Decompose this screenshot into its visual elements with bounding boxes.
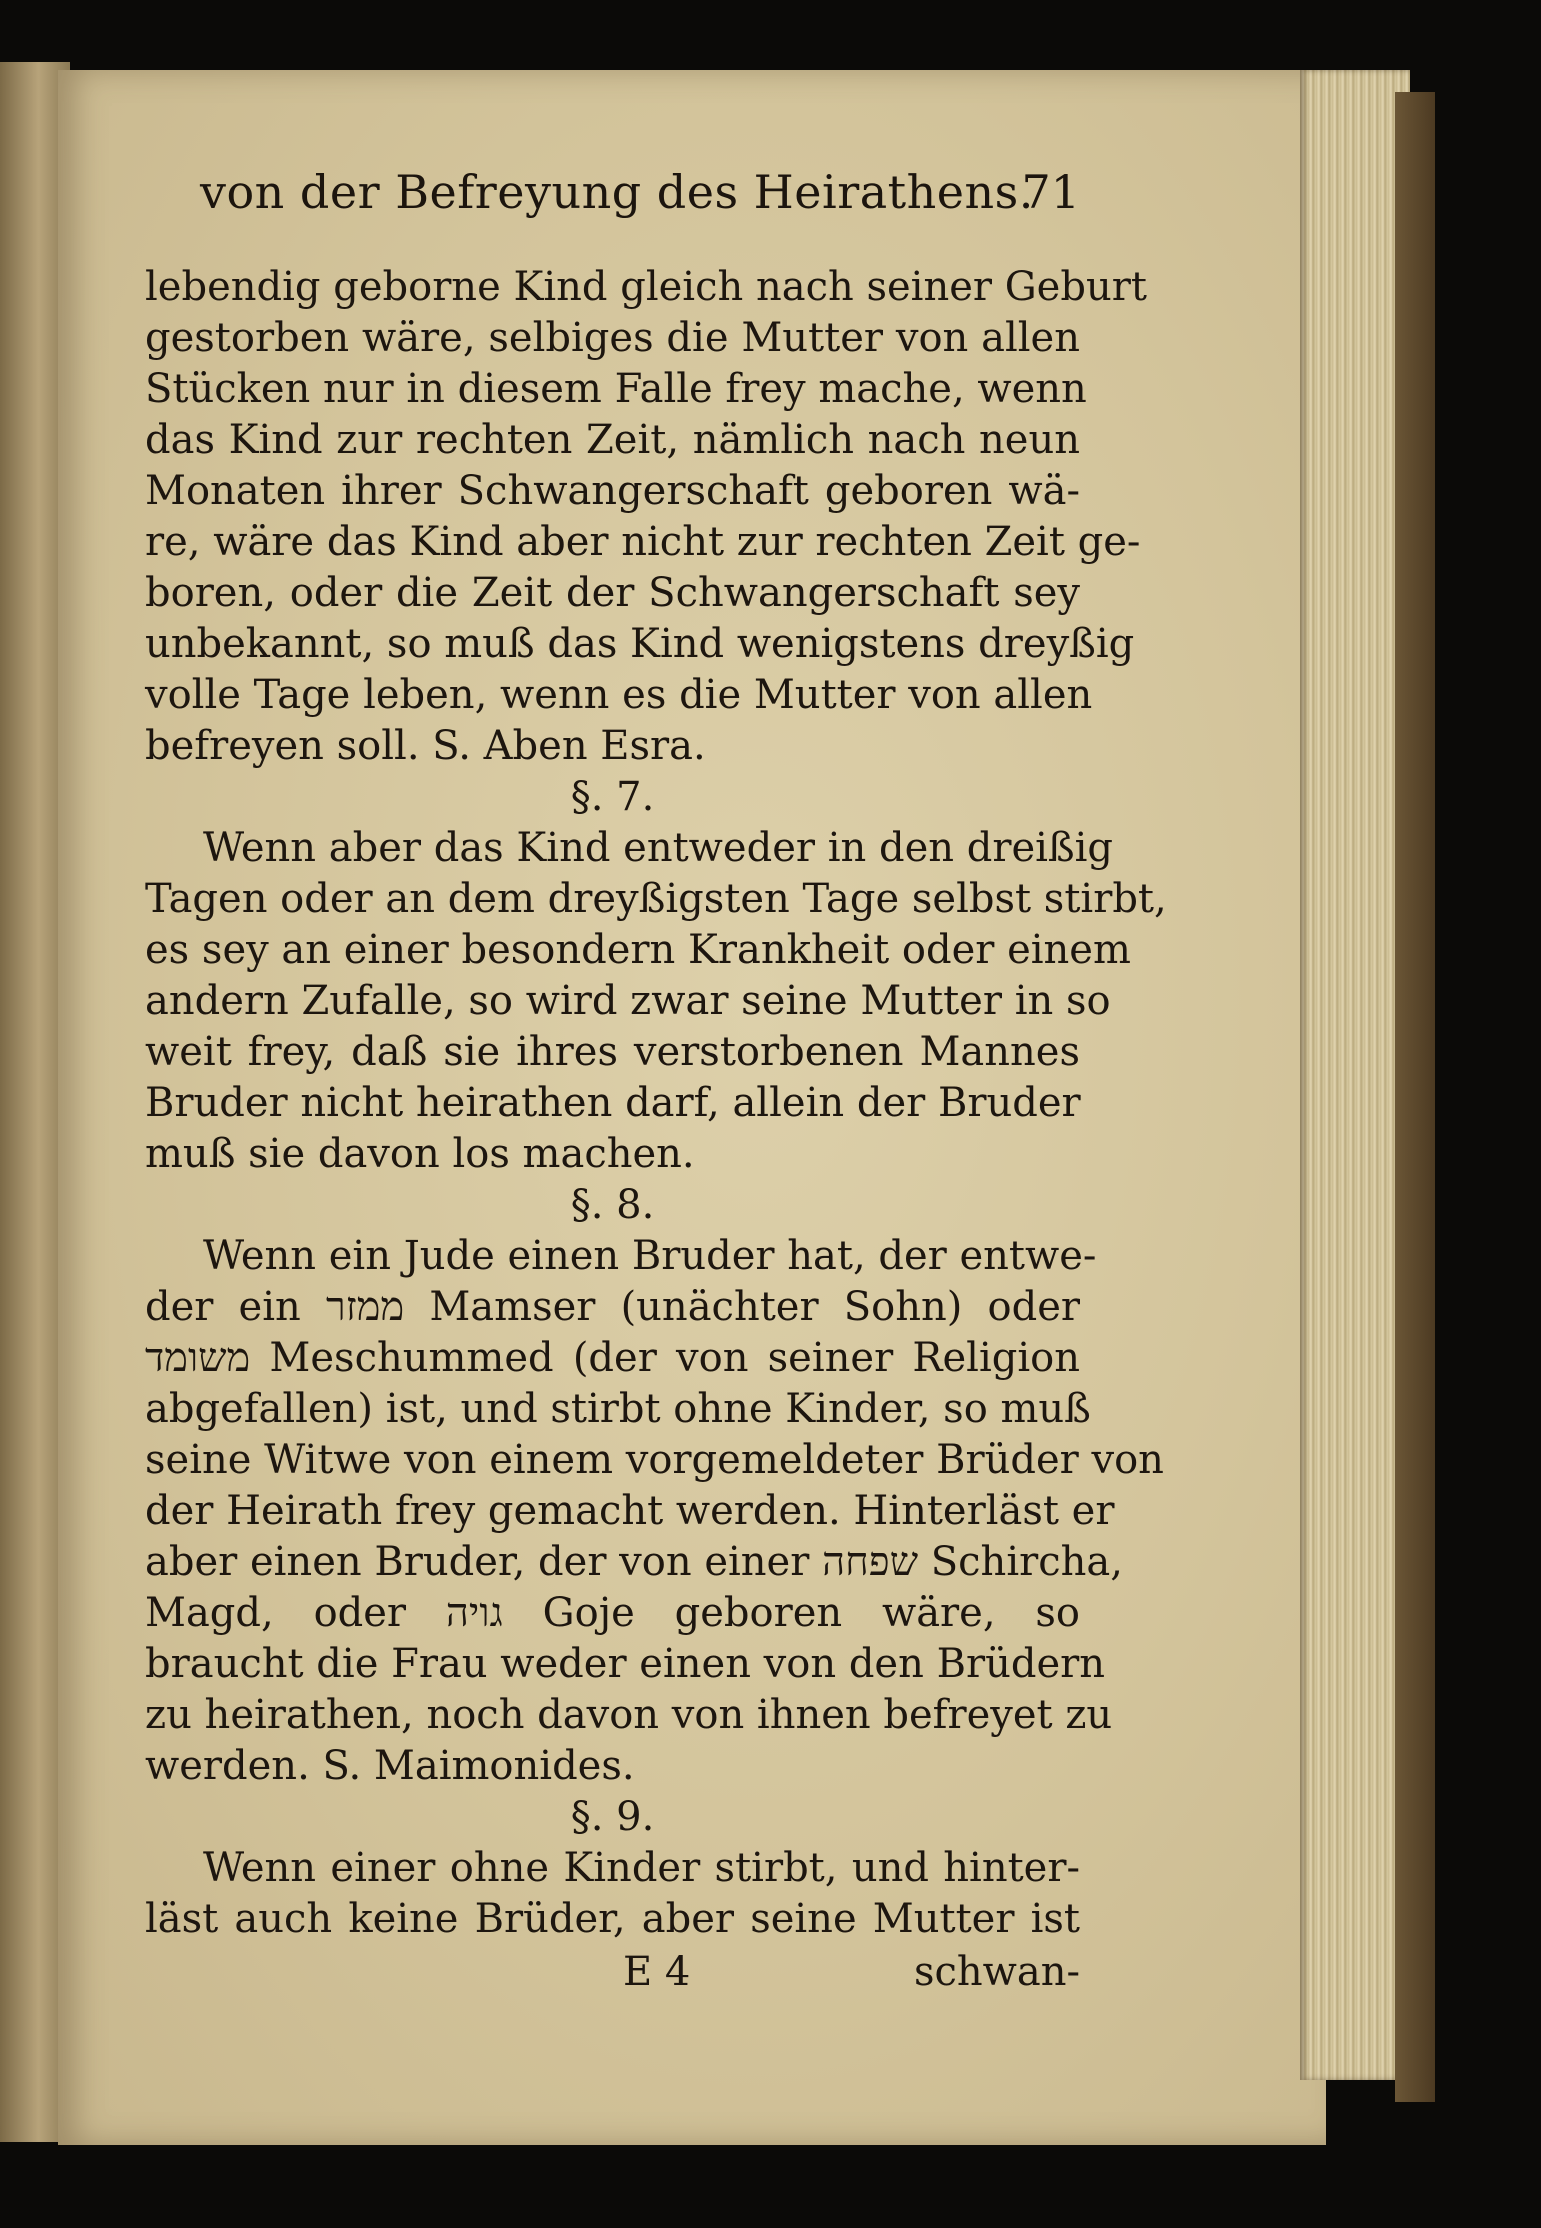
- text-line: volle Tage leben, wenn es die Mutter von allen: [145, 672, 1093, 718]
- text-line: befreyen soll. S. Aben Esra.: [145, 723, 706, 769]
- text-line: aber einen Bruder, der von einer שפחה Schircha,: [145, 1539, 1123, 1585]
- catchword: schwan-: [913, 1949, 1080, 1995]
- text-line: läst auch keine Brüder, aber seine Mutter ist: [145, 1896, 1080, 1942]
- book-cover-edge: [1395, 92, 1435, 2102]
- text-line: weit frey, daß sie ihres verstorbenen Mannes: [145, 1029, 1080, 1075]
- page-edges: [1300, 70, 1410, 2080]
- text-line: Wenn einer ohne Kinder stirbt, und hinter-: [203, 1845, 1080, 1891]
- section-heading: §. 9.: [570, 1794, 655, 1840]
- body-text: [145, 262, 1167, 1945]
- text-line: das Kind zur rechten Zeit, nämlich nach neun: [145, 417, 1080, 463]
- page-header: [140, 148, 1080, 236]
- text-line: Bruder nicht heirathen darf, allein der Bruder: [145, 1080, 1081, 1126]
- running-title: von der Befreyung des Heirathens.: [200, 165, 1034, 219]
- section-heading: §. 8.: [570, 1182, 655, 1228]
- text-line: muß sie davon los machen.: [145, 1131, 695, 1177]
- page-number: 71: [1021, 165, 1080, 219]
- text-line: Magd, oder גויה Goje geboren wäre, so: [145, 1590, 1080, 1636]
- text-line: boren, oder die Zeit der Schwangerschaft sey: [145, 570, 1080, 616]
- section-heading: §. 7.: [570, 774, 655, 820]
- text-line: Stücken nur in diesem Falle frey mache, wenn: [145, 366, 1087, 412]
- text-line: es sey an einer besondern Krankheit oder einem: [145, 927, 1131, 973]
- text-line: lebendig geborne Kind gleich nach seiner Geburt: [145, 264, 1147, 310]
- text-line: משומד Meschummed (der von seiner Religion: [145, 1335, 1080, 1381]
- text-line: Wenn aber das Kind entweder in den dreißig: [203, 825, 1114, 871]
- text-line: der Heirath frey gemacht werden. Hinterläst er: [145, 1488, 1115, 1534]
- text-line: andern Zufalle, so wird zwar seine Mutter in so: [145, 978, 1111, 1024]
- text-line: werden. S. Maimonides.: [145, 1743, 635, 1789]
- text-line: re, wäre das Kind aber nicht zur rechten Zeit ge-: [145, 519, 1141, 565]
- page-footer: [145, 1945, 1080, 1999]
- text-line: abgefallen) ist, und stirbt ohne Kinder, so muß: [145, 1386, 1091, 1432]
- text-line: braucht die Frau weder einen von den Brüdern: [145, 1641, 1106, 1687]
- text-line: gestorben wäre, selbiges die Mutter von allen: [145, 315, 1080, 361]
- text-line: unbekannt, so muß das Kind wenigstens dreyßig: [145, 621, 1135, 667]
- text-line: Monaten ihrer Schwangerschaft geboren wä-: [145, 468, 1080, 514]
- text-line: Wenn ein Jude einen Bruder hat, der entwe-: [203, 1233, 1097, 1279]
- signature-mark: E 4: [623, 1949, 691, 1995]
- text-line: seine Witwe von einem vorgemeldeter Brüder von: [145, 1437, 1164, 1483]
- text-line: der ein ממזר Mamser (unächter Sohn) oder: [145, 1284, 1080, 1330]
- text-line: Tagen oder an dem dreyßigsten Tage selbst stirbt,: [145, 876, 1167, 922]
- text-line: zu heirathen, noch davon von ihnen befreyet zu: [145, 1692, 1113, 1738]
